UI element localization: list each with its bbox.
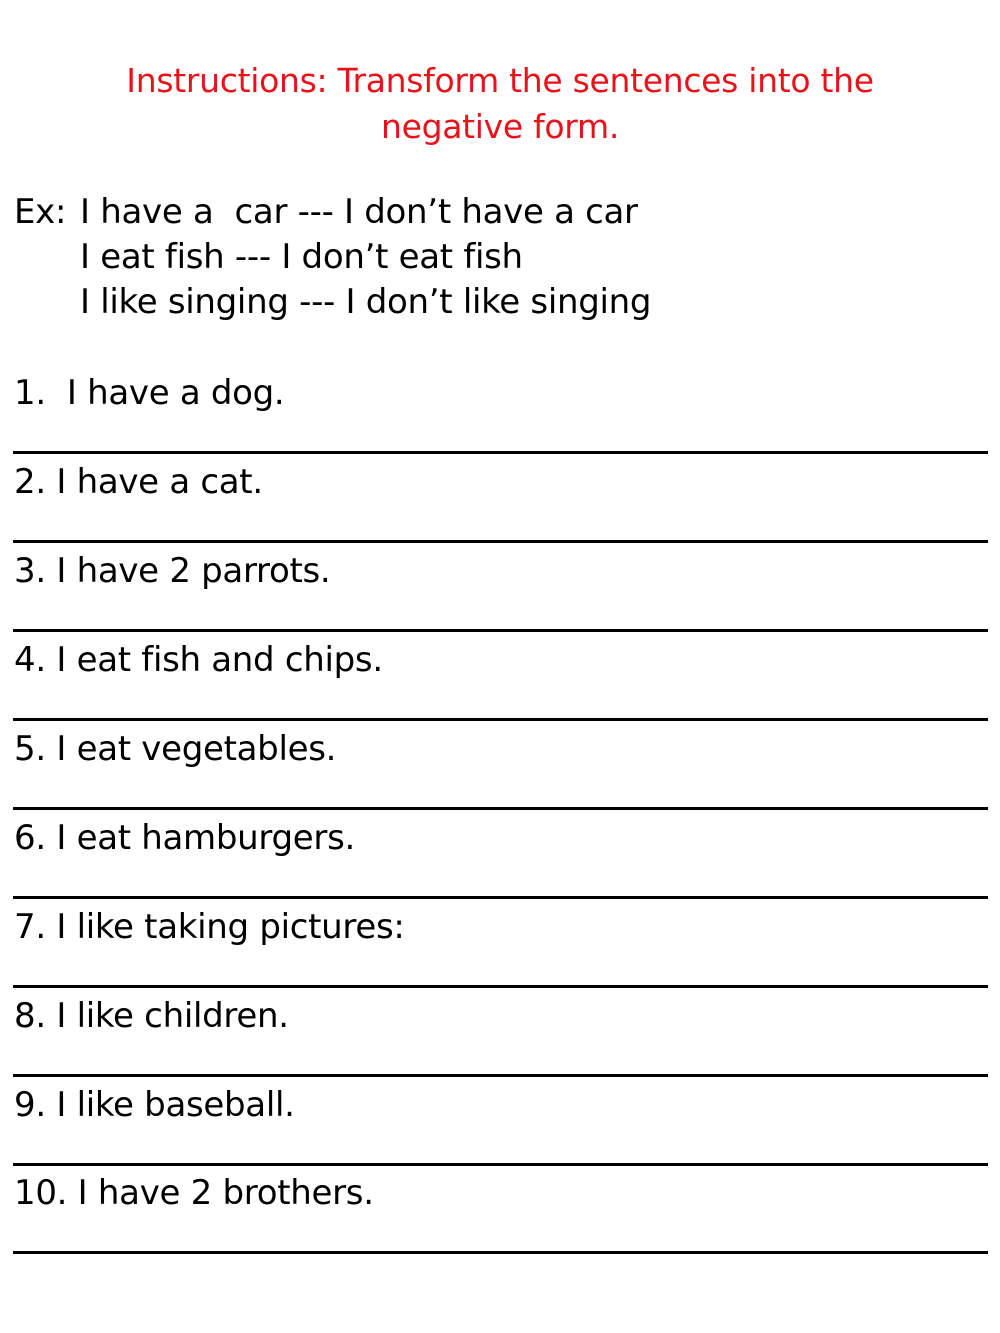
answer-line-6[interactable] bbox=[13, 896, 988, 899]
examples-indent bbox=[14, 280, 80, 325]
answer-line-2[interactable] bbox=[13, 540, 988, 543]
example-row-2 bbox=[14, 235, 651, 280]
question-7: 7. I like taking pictures: bbox=[14, 907, 405, 947]
examples-indent bbox=[14, 235, 80, 280]
example-row-1 bbox=[14, 190, 651, 235]
question-8: 8. I like children. bbox=[14, 996, 289, 1036]
answer-line-5[interactable] bbox=[13, 807, 988, 810]
example-sentence: I eat fish --- I don’t eat fish bbox=[80, 237, 523, 277]
examples-prefix: Ex: bbox=[14, 192, 67, 232]
example-row-3 bbox=[14, 280, 651, 325]
instructions-heading bbox=[60, 58, 940, 150]
question-10: 10. I have 2 brothers. bbox=[14, 1173, 374, 1213]
example-sentence: I like singing --- I don’t like singing bbox=[80, 282, 652, 322]
answer-line-1[interactable] bbox=[13, 451, 988, 454]
question-6: 6. I eat hamburgers. bbox=[14, 818, 355, 858]
example-sentence: I have a car --- I don’t have a car bbox=[80, 192, 638, 232]
question-5: 5. I eat vegetables. bbox=[14, 729, 337, 769]
answer-line-7[interactable] bbox=[13, 985, 988, 988]
question-4: 4. I eat fish and chips. bbox=[14, 640, 383, 680]
answer-line-3[interactable] bbox=[13, 629, 988, 632]
examples-block bbox=[14, 190, 651, 325]
instructions-line-2: negative form. bbox=[380, 107, 620, 146]
answer-line-10[interactable] bbox=[13, 1251, 988, 1254]
answer-line-4[interactable] bbox=[13, 718, 988, 721]
answer-line-9[interactable] bbox=[13, 1163, 988, 1166]
answer-line-8[interactable] bbox=[13, 1074, 988, 1077]
question-3: 3. I have 2 parrots. bbox=[14, 551, 331, 591]
question-2: 2. I have a cat. bbox=[14, 462, 263, 502]
question-9: 9. I like baseball. bbox=[14, 1085, 295, 1125]
question-1: 1. I have a dog. bbox=[14, 373, 285, 413]
instructions-line-1: Instructions: Transform the sentences into the bbox=[126, 61, 874, 100]
